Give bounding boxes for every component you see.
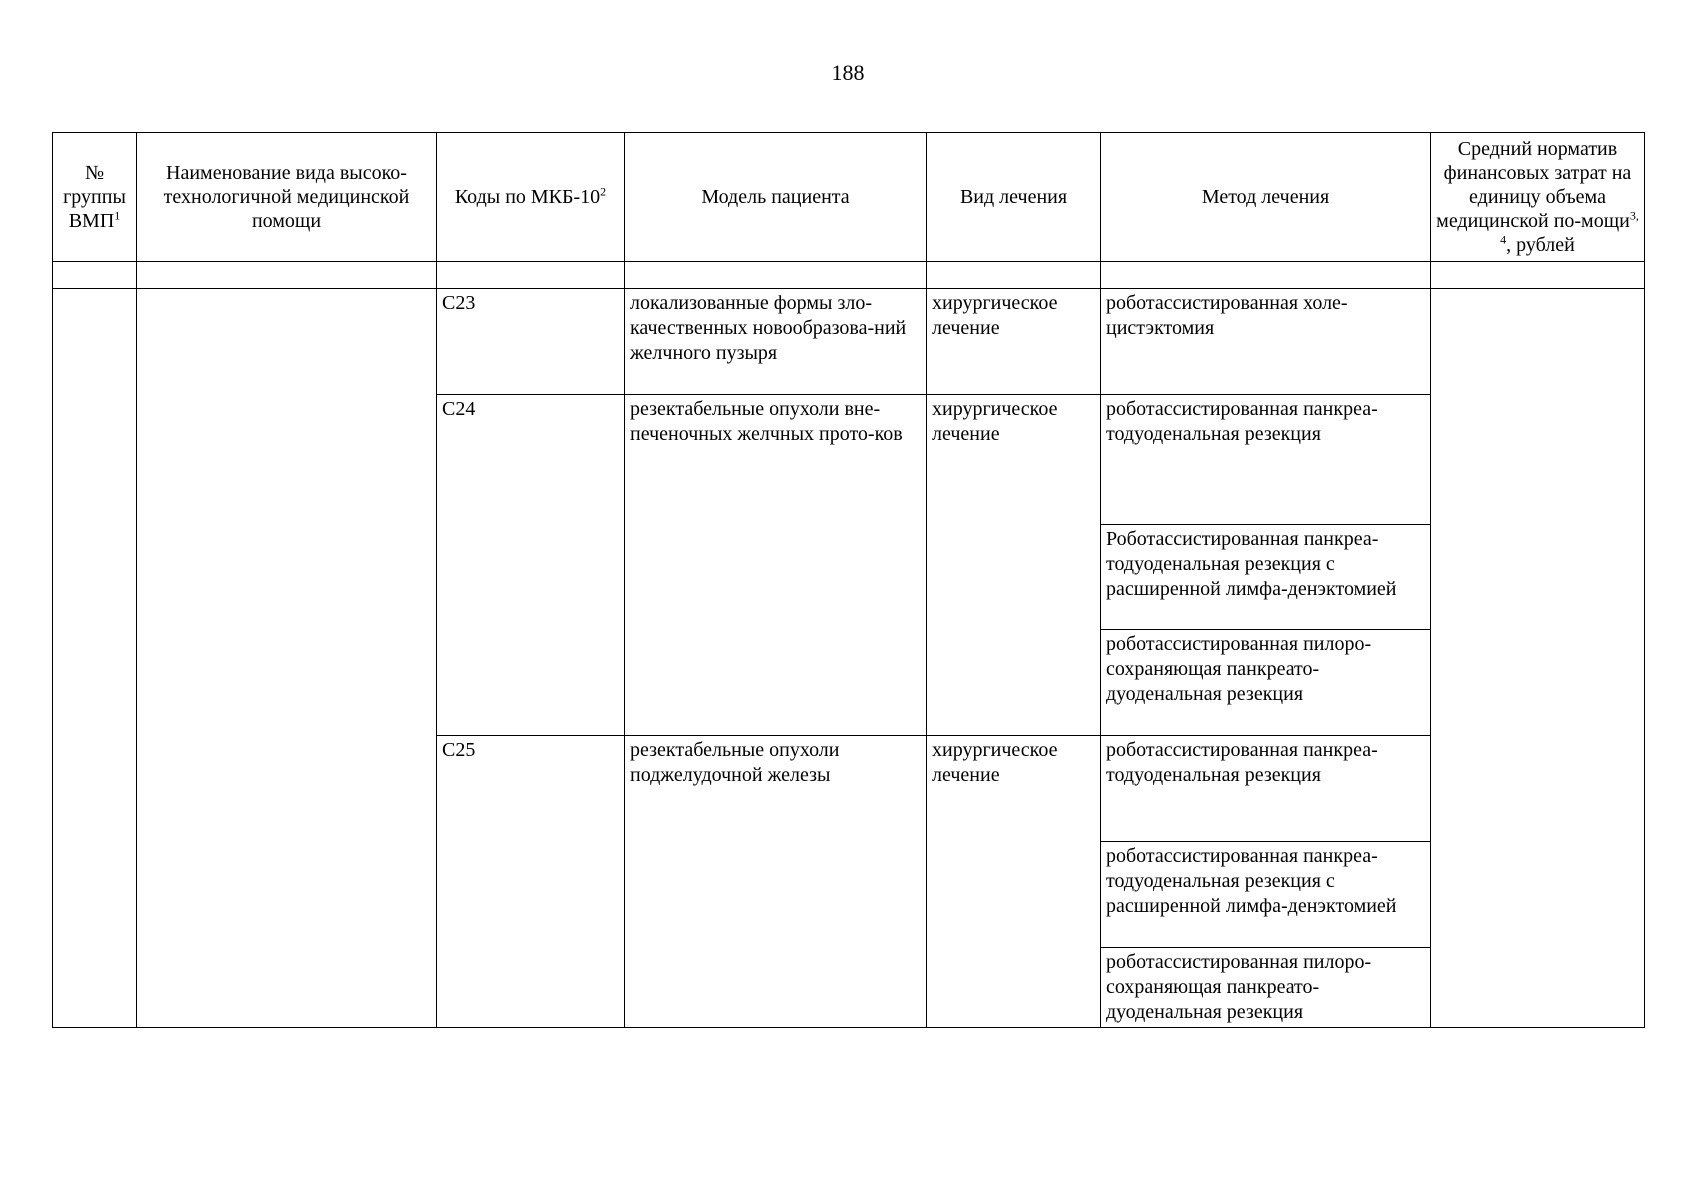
- vmp-table: [52, 132, 1645, 1028]
- header-codes: Коды по МКБ-$10^2$: [437, 133, 625, 262]
- code-cell: C24: [437, 395, 625, 736]
- method-cell: роботассистированная пилоро-сохраняющая панкреато-дуоденальная резекция: [1101, 630, 1431, 736]
- table-row: [53, 289, 1645, 395]
- group-cell: [53, 289, 137, 1028]
- model-cell: резектабельные опухоли поджелудочной железы: [625, 736, 927, 1028]
- name-cell: [137, 289, 437, 1028]
- method-cell: Роботассистированная панкреа-тодуоденальная резекция с расширенной лимфа-денэктомией: [1101, 525, 1431, 630]
- code-cell: C23: [437, 289, 625, 395]
- header-model: Модель пациента: [625, 133, 927, 262]
- header-treatment-type: Вид лечения: [927, 133, 1101, 262]
- spacer-row: [53, 262, 1645, 289]
- model-cell: локализованные формы зло-качественных новообразова-ний желчного пузыря: [625, 289, 927, 395]
- treatment-cell: хирургическое лечение: [927, 289, 1101, 395]
- treatment-cell: хирургическое лечение: [927, 736, 1101, 1028]
- model-cell: резектабельные опухоли вне-печеночных желчных прото-ков: [625, 395, 927, 736]
- method-cell: роботассистированная панкреа-тодуоденальная резекция: [1101, 395, 1431, 525]
- header-method: Метод лечения: [1101, 133, 1431, 262]
- code-cell: C25: [437, 736, 625, 1028]
- header-name: Наименование вида высоко-технологичной медицинской помощи: [137, 133, 437, 262]
- cost-cell: [1431, 289, 1645, 1028]
- header-row: [53, 133, 1645, 262]
- method-cell: роботассистированная холе-цистэктомия: [1101, 289, 1431, 395]
- header-group: № группы ВМП$^1$: [53, 133, 137, 262]
- page-number: 188: [831, 60, 865, 85]
- method-cell: роботассистированная панкреа-тодуоденальная резекция с расширенной лимфа-денэктомией: [1101, 842, 1431, 948]
- header-cost: Средний норматив финансовых затрат на единицу объема медицинской по-мощи$^{3, 4}$, рублей: [1431, 133, 1645, 262]
- method-cell: роботассистированная панкреа-тодуоденальная резекция: [1101, 736, 1431, 842]
- method-cell: роботассистированная пилоро-сохраняющая панкреато-дуоденальная резекция: [1101, 948, 1431, 1028]
- treatment-cell: хирургическое лечение: [927, 395, 1101, 736]
